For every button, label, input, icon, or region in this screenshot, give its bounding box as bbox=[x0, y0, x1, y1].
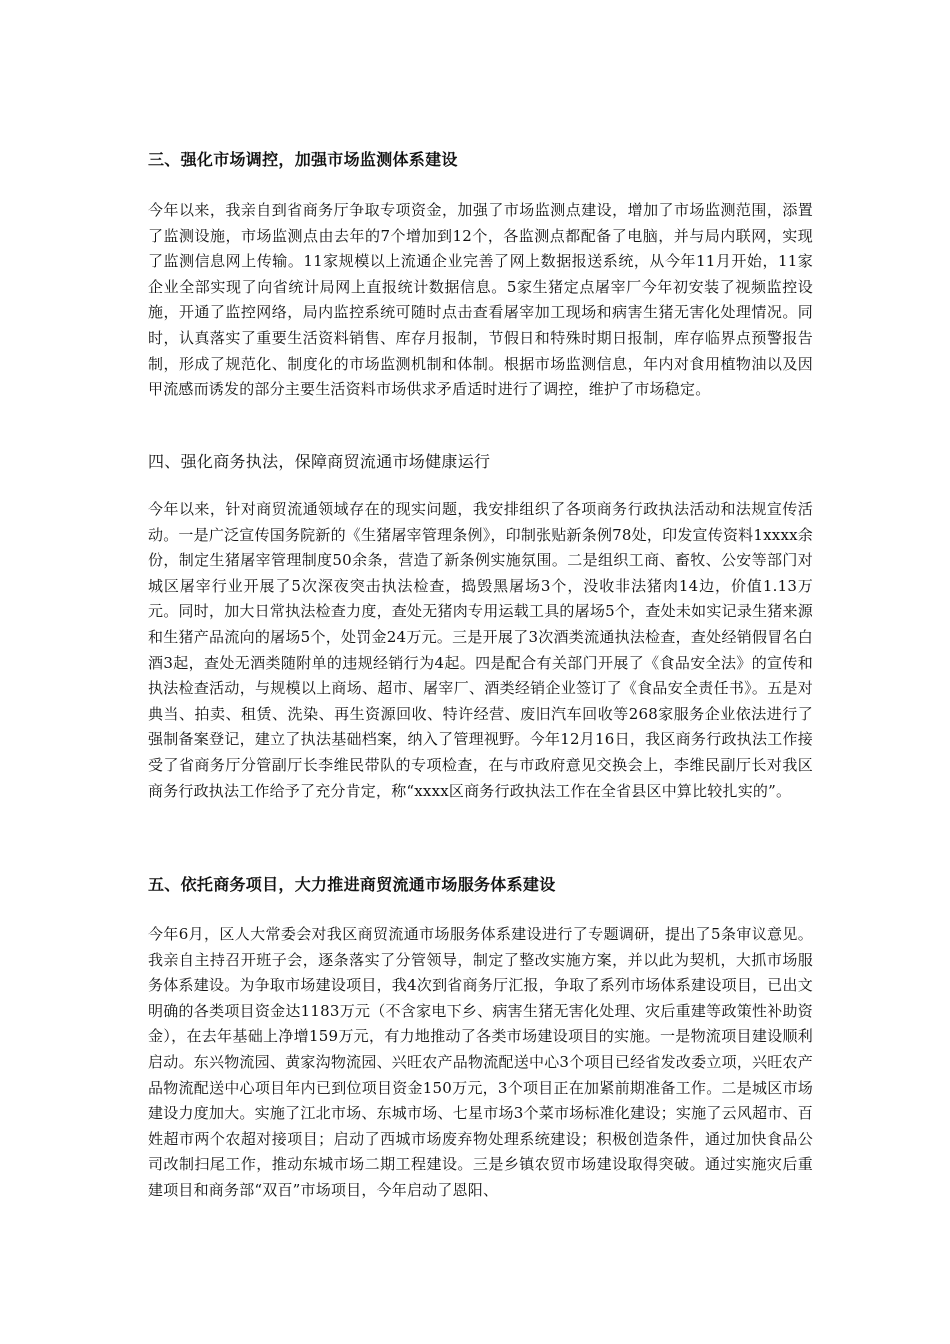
section-heading-3: 三、强化市场调控，加强市场监测体系建设 bbox=[148, 150, 458, 169]
section-paragraph-5: 今年6月，区人大常委会对我区商贸流通市场服务体系建设进行了专题调研，提出了5条审议意见。我亲自主持召开班子会，逐条落实了分管领导，制定了整改实施方案，并以此为契机，大抓市场服务体系建设。为争取市场建设项目，我4次到省商务厅汇报，争取了系列市场体系建设项目，已出文明确的各类项目资金达1183万元（不含家电下乡、病害生猪无害化处理、灾后重建等政策性补助资金），在去年基础上净增159万元，有力地推动了各类市场建设项目的实施。一是物流项目建设顺利启动。东兴物流园、黄家沟物流园、兴旺农产品物流配送中心3个项目已经省发改委立项，兴旺农产品物流配送中心项目年内已到位项目资金150万元，3个项目正在加紧前期准备工作。二是城区市场建设力度加大。实施了江北市场、东城市场、七星市场3个菜市场标准化建设；实施了云风超市、百姓超市两个农超对接项目；启动了西城市场废弃物处理系统建设；积极创造条件，通过加快食品公司改制扫尾工作，推动东城市场二期工程建设。三是乡镇农贸市场建设取得突破。通过实施灾后重建项目和商务部“双百”市场项目，今年启动了恩阳、 bbox=[148, 925, 813, 1199]
section-heading-5: 五、依托商务项目，大力推进商贸流通市场服务体系建设 bbox=[148, 875, 556, 894]
section-paragraph-3: 今年以来，我亲自到省商务厅争取专项资金，加强了市场监测点建设，增加了市场监测范围，添置了监测设施，市场监测点由去年的7个增加到12个，各监测点都配备了电脑，并与局内联网，实现了监测信息网上传输。11家规模以上流通企业完善了网上数据报送系统，从今年11月开始，11家企业全部实现了向省统计局网上直报统计数据信息。5家生猪定点屠宰厂今年初安装了视频监控设施，开通了监控网络，局内监控系统可随时点击查看屠宰加工现场和病害生猪无害化处理情况。同时，认真落实了重要生活资料销售、库存月报制，节假日和特殊时期日报制，库存临界点预警报告制，形成了规范化、制度化的市场监测机制和体制。根据市场监测信息，年内对食用植物油以及因甲流感而诱发的部分主要生活资料市场供求矛盾适时进行了调控，维护了市场稳定。 bbox=[148, 201, 813, 399]
section-paragraph-4: 今年以来，针对商贸流通领域存在的现实问题，我安排组织了各项商务行政执法活动和法规宣传活动。一是广泛宣传国务院新的《生猪屠宰管理条例》，印制张贴新条例78处，印发宣传资料1xxxx余份，制定生猪屠宰管理制度50余条，营造了新条例实施氛围。二是组织工商、畜牧、公安等部门对城区屠宰行业开展了5次深夜突击执法检查，捣毁黑屠场3个，没收非法猪肉14边，价值1.13万元。同时，加大日常执法检查力度，查处无猪肉专用运载工具的屠场5个，查处未如实记录生猪来源和生猪产品流向的屠场5个，处罚金24万元。三是开展了3次酒类流通执法检查，查处经销假冒名白酒3起，查处无酒类随附单的违规经销行为4起。四是配合有关部门开展了《食品安全法》的宣传和执法检查活动，与规模以上商场、超市、屠宰厂、酒类经销企业签订了《食品安全责任书》。五是对典当、拍卖、租赁、洗染、再生资源回收、特许经营、废旧汽车回收等268家服务企业依法进行了强制备案登记，建立了执法基础档案，纳入了管理视野。今年12月16日，我区商务行政执法工作接受了省商务厅分管副厅长李维民带队的专项检查，在与市政府意见交换会上，李维民副厅长对我区商务行政执法工作给予了充分肯定，称“xxxx区商务行政执法工作在全省县区中算比较扎实的”。 bbox=[148, 500, 813, 800]
section-heading-4: 四、强化商务执法，保障商贸流通市场健康运行 bbox=[148, 452, 491, 471]
